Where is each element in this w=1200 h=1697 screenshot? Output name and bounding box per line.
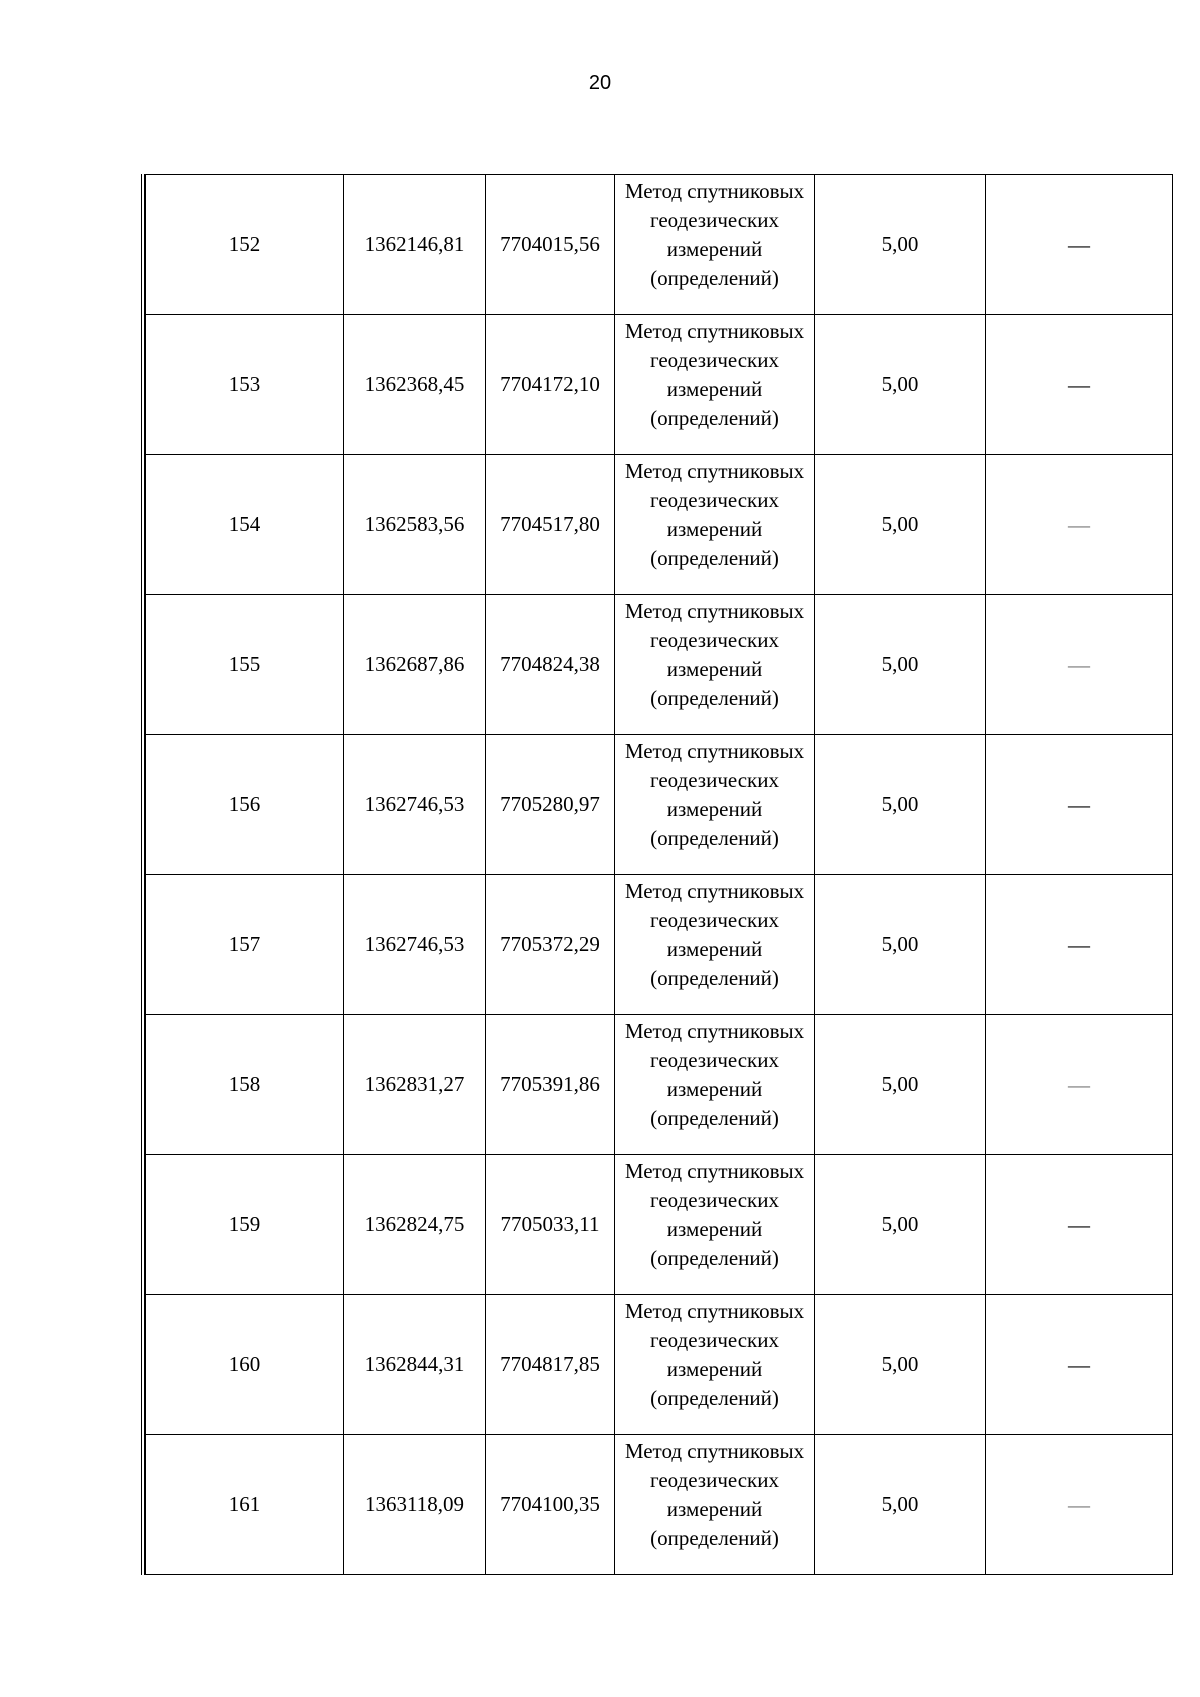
method-cell: [615, 1295, 815, 1435]
method-line: измерений: [666, 1497, 763, 1521]
method-line: Метод спутниковых: [624, 599, 805, 623]
method-line: измерений: [666, 1077, 763, 1101]
note-cell: —: [986, 1295, 1173, 1435]
x-coordinate-cell: 1362746,53: [344, 735, 486, 875]
x-coordinate-cell: 1362831,27: [344, 1015, 486, 1155]
accuracy-cell: 5,00: [815, 1295, 986, 1435]
accuracy-cell: 5,00: [815, 735, 986, 875]
point-number-cell: 161: [146, 1435, 344, 1575]
method-line: измерений: [666, 377, 763, 401]
point-number-cell: 154: [146, 455, 344, 595]
point-number-cell: 158: [146, 1015, 344, 1155]
method-line: геодезических: [649, 908, 779, 932]
note-cell: —: [986, 175, 1173, 315]
x-coordinate-cell: 1362844,31: [344, 1295, 486, 1435]
y-coordinate-cell: 7705280,97: [486, 735, 615, 875]
method-line: измерений: [666, 937, 763, 961]
method-line: геодезических: [649, 208, 779, 232]
table-row: [146, 1295, 1173, 1435]
x-coordinate-cell: 1362146,81: [344, 175, 486, 315]
y-coordinate-cell: 7704824,38: [486, 595, 615, 735]
point-number-cell: 153: [146, 315, 344, 455]
table-row: [146, 595, 1173, 735]
method-line: Метод спутниковых: [624, 1299, 805, 1323]
method-line: Метод спутниковых: [624, 179, 805, 203]
y-coordinate-cell: 7704100,35: [486, 1435, 615, 1575]
accuracy-cell: 5,00: [815, 1435, 986, 1575]
method-line: (определений): [650, 266, 779, 290]
method-line: геодезических: [649, 1328, 779, 1352]
accuracy-cell: 5,00: [815, 315, 986, 455]
coordinates-table-container: [141, 174, 1172, 1575]
point-number-cell: 152: [146, 175, 344, 315]
method-line: (определений): [650, 826, 779, 850]
method-cell: [615, 1435, 815, 1575]
method-line: геодезических: [649, 348, 779, 372]
method-line: геодезических: [649, 488, 779, 512]
method-line: (определений): [650, 1246, 779, 1270]
method-line: Метод спутниковых: [624, 739, 805, 763]
method-line: измерений: [666, 797, 763, 821]
table-row: [146, 315, 1173, 455]
note-cell: —: [986, 595, 1173, 735]
accuracy-cell: 5,00: [815, 1015, 986, 1155]
y-coordinate-cell: 7704817,85: [486, 1295, 615, 1435]
method-line: геодезических: [649, 1048, 779, 1072]
y-coordinate-cell: 7704172,10: [486, 315, 615, 455]
accuracy-cell: 5,00: [815, 875, 986, 1015]
note-cell: —: [986, 455, 1173, 595]
method-cell: [615, 175, 815, 315]
method-line: (определений): [650, 406, 779, 430]
method-cell: [615, 1015, 815, 1155]
method-line: (определений): [650, 1386, 779, 1410]
x-coordinate-cell: 1363118,09: [344, 1435, 486, 1575]
method-line: (определений): [650, 1106, 779, 1130]
method-line: (определений): [650, 686, 779, 710]
method-line: геодезических: [649, 768, 779, 792]
method-line: геодезических: [649, 628, 779, 652]
y-coordinate-cell: 7704015,56: [486, 175, 615, 315]
point-number-cell: 155: [146, 595, 344, 735]
x-coordinate-cell: 1362824,75: [344, 1155, 486, 1295]
method-line: Метод спутниковых: [624, 1439, 805, 1463]
note-cell: —: [986, 315, 1173, 455]
method-line: Метод спутниковых: [624, 1019, 805, 1043]
accuracy-cell: 5,00: [815, 455, 986, 595]
x-coordinate-cell: 1362687,86: [344, 595, 486, 735]
method-line: геодезических: [649, 1468, 779, 1492]
method-cell: [615, 455, 815, 595]
method-line: Метод спутниковых: [624, 459, 805, 483]
method-line: измерений: [666, 1217, 763, 1241]
method-cell: [615, 875, 815, 1015]
method-cell: [615, 735, 815, 875]
table-row: [146, 175, 1173, 315]
method-line: измерений: [666, 657, 763, 681]
accuracy-cell: 5,00: [815, 595, 986, 735]
table-row: [146, 875, 1173, 1015]
x-coordinate-cell: 1362746,53: [344, 875, 486, 1015]
method-line: Метод спутниковых: [624, 319, 805, 343]
method-line: Метод спутниковых: [624, 879, 805, 903]
coordinates-table: [145, 174, 1173, 1575]
method-cell: [615, 1155, 815, 1295]
accuracy-cell: 5,00: [815, 175, 986, 315]
table-row: [146, 1015, 1173, 1155]
note-cell: —: [986, 735, 1173, 875]
table-row: [146, 1155, 1173, 1295]
method-line: измерений: [666, 517, 763, 541]
note-cell: —: [986, 1015, 1173, 1155]
y-coordinate-cell: 7704517,80: [486, 455, 615, 595]
table-row: [146, 735, 1173, 875]
point-number-cell: 159: [146, 1155, 344, 1295]
table-row: [146, 455, 1173, 595]
method-line: измерений: [666, 1357, 763, 1381]
point-number-cell: 156: [146, 735, 344, 875]
point-number-cell: 160: [146, 1295, 344, 1435]
method-line: (определений): [650, 1526, 779, 1550]
y-coordinate-cell: 7705391,86: [486, 1015, 615, 1155]
note-cell: —: [986, 1435, 1173, 1575]
table-body: [146, 175, 1173, 1575]
method-line: Метод спутниковых: [624, 1159, 805, 1183]
method-cell: [615, 315, 815, 455]
point-number-cell: 157: [146, 875, 344, 1015]
page-number: 20: [588, 72, 612, 94]
method-line: (определений): [650, 966, 779, 990]
x-coordinate-cell: 1362583,56: [344, 455, 486, 595]
note-cell: —: [986, 1155, 1173, 1295]
note-cell: —: [986, 875, 1173, 1015]
method-cell: [615, 595, 815, 735]
x-coordinate-cell: 1362368,45: [344, 315, 486, 455]
method-line: геодезических: [649, 1188, 779, 1212]
accuracy-cell: 5,00: [815, 1155, 986, 1295]
method-line: (определений): [650, 546, 779, 570]
method-line: измерений: [666, 237, 763, 261]
y-coordinate-cell: 7705033,11: [486, 1155, 615, 1295]
table-row: [146, 1435, 1173, 1575]
y-coordinate-cell: 7705372,29: [486, 875, 615, 1015]
